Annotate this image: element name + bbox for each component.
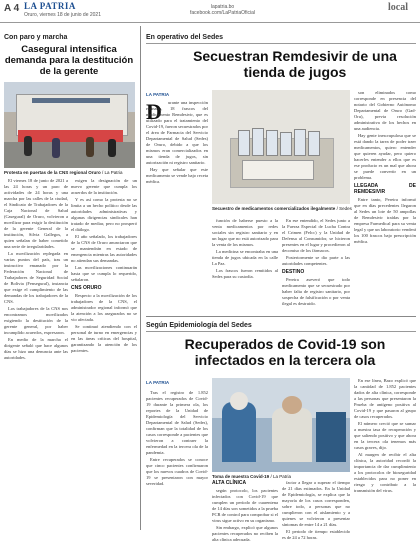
paragraph: El número creció que se sumar a nuestra tasa de recuperación y que saliendo positivo y que ahora en la tercera ola tenemos más casos graves, dijo. (354, 421, 416, 450)
top-column-4 (354, 90, 416, 313)
bottom-caption-rest: / La Patria (269, 474, 291, 479)
top-kicker: En operativo del Sedes (146, 34, 224, 41)
web-info (190, 4, 255, 16)
paragraph: función de haberse puesto a la venta medicamentos por redes sociales sin registro sanitario y en un lugar que no está autorizado para la venta de los mismos. (212, 218, 278, 247)
paragraph: Las movilizaciones continuarán hasta que se cumpla lo requerido, señalaron. (71, 265, 137, 282)
paragraph: factor a llegar a superar el tiempo de 21 días estimados. En la Unidad de Epidemiología, se explica que la mayoría de los casos corresponden, sobre todo, a personas que no cumplieron con el aislamiento y a quienes se volvieron a presentar síntomas de entre 14 a 21 días. (282, 480, 350, 527)
bottom-headline: Recuperados de Covid-19 son infectados en la tercera ola (184, 336, 386, 368)
top-photo-caption (212, 206, 352, 212)
top-caption-rest: / Sedes (335, 206, 352, 211)
paragraph: Tras el registro de 1.852 pacientes recuperados de Covid-19 durante la primera ola, los reportes de la Unidad de Epidemiología del Servicio Departamental de Salud (Sedes), confirman que la totalidad de los casos corresponde a pacientes que volvieron a contraer la enfermedad en la tercera ola de la pandemia. (146, 390, 208, 455)
bottom-column-2 (212, 480, 278, 542)
kicker-rule (146, 331, 416, 332)
facebook-url: facebook.com/LaPatriaOficial (190, 10, 256, 16)
paragraph: Se continuó atendiendo con el personal de turno en emergencias y en las áreas críticas del hospital, garantizando la atención de los pacientes. (71, 324, 137, 353)
left-caption-bold: Protesta en puertas de la CNS regional Oruro (4, 170, 101, 175)
web-url: lapatria.bo (210, 4, 235, 10)
alta-clinica-subheading: ALTA CLÍNICA (212, 480, 247, 486)
left-kicker: Con paro y marcha (4, 34, 68, 41)
top-column-1 (146, 100, 208, 310)
page-header (0, 0, 420, 23)
paragraph: Entre tanto, Pereira informó que en días precedentes llegaron al Sedes un lote de 50 ampollas de Remdesivir traídas por la empresa Farmedical para su venta legal y que un laboratorio venderá los 100 frascos bajo prescripción médica. (354, 197, 416, 244)
paragraph: El año señalado, los trabajadores de la CNS de Oruro anunciaron que se mantendrán en estado de emergencia mientras las autoridades no atiendan sus demandas. (71, 234, 137, 263)
paragraph: Pereira aseveró que todo medicamento que se secuestrado por haber falta de registro sanitario, por sospecha de falsificación o por venta ilegal es destruido. (282, 277, 350, 306)
remdesivir-subheading: LLEGADA DE REMDESIVIR (354, 183, 416, 195)
bottom-caption-bold: Toma de muestra Covid-19 (212, 474, 270, 479)
paragraph: Los frascos fueron remitidos al Sedes para su custodia. (212, 268, 278, 279)
story-divider (146, 316, 416, 317)
protest-photo (4, 82, 135, 168)
top-headline: Secuestran Remdesivir de una tienda de jugos (193, 48, 397, 80)
remdesivir-photo (212, 90, 350, 204)
bottom-byline: LA PATRIA (146, 380, 170, 385)
top-column-3 (282, 218, 350, 313)
cns-oruro-subheading: CNS ORURO (71, 285, 102, 291)
paragraph: Respecto a la movilización de los trabajadores de la CNS, el administrador regional informó que la atención a los asegurados no se vio afectada. (71, 293, 137, 322)
dateline: Oruro, viernes 18 de junio de 2021 (24, 12, 101, 18)
paragraph: Posteriormente se dio parte a las autoridades competentes. (282, 255, 350, 266)
paragraph: La medicina se encontraba en una tienda de jugos ubicada en la calle La Paz. (212, 249, 278, 266)
section-label: local (388, 2, 408, 13)
paragraph: Al margen de recibir el alta clínica, la autoridad recordó la importancia de dar cumplimiento a los protocolos de bioseguridad establecidos para no poner en riesgo y contribuir a la transmisión del virus. (354, 452, 416, 493)
bottom-kicker: Según Epidemiología del Sedes (146, 322, 252, 329)
paragraph: son eliminados como corresponde en presencia del notario del Gobierno Autónomo Departamental de Oruro (Gad-Oru), previa resolución administrativa de los hechos en una audiencia. (354, 90, 416, 131)
paragraph: Y es así como la protesta no se limita a un hecho político desde las autoridades administrativas y algunas dirigencias sindicales han tratado de mediar, pero no prosperó el diálogo. (71, 197, 137, 232)
paragraph: El viernes 18 de junio de 2021 a las 24 horas y un paro de actividades de 24 horas y una marcha por las calles de la ciudad, el Sindicato de Trabajadores de la Caja Nacional de Salud (Casegural) de Oruro, volvieron a movilizar para exigir la destitución de la gerente General de la institución, Silvia Gallegos, a quien señalan de haber cometido una serie de irregularidades. (4, 178, 68, 249)
destino-subheading: DESTINO (282, 269, 305, 275)
left-column-2 (71, 178, 137, 528)
covid-test-photo (212, 378, 350, 472)
masthead-logo: LA PATRIA (24, 1, 76, 11)
top-column-2 (212, 218, 278, 313)
paragraph: Sin embargo, explicó que algunos pacientes recuperados no reciben la alta clínica adecuada. (212, 525, 278, 542)
paragraph: Hay que señalar que este medicamento se vende bajo receta médica. (146, 167, 208, 184)
paragraph: Entre recuperados se conoce que cinco pacientes confirmaron que los nuevos cuadros de Covid-19 se presentaron con mayor severidad. (146, 457, 208, 486)
paragraph: En ese línea, Bazo explicó que la cantidad de 1.852 pacientes dados de alta clínica, corresponde a las personas que presentaron la Prueba de antígeno positiva al Covid-19 y que pasaron al grupo de casos recuperados. (354, 378, 416, 419)
paragraph: El periodo de tiempo establecido es de 24 a 72 horas. (282, 529, 350, 540)
paragraph: En ese entendido, el Sedes junto a la Fuerza Especial de Lucha Contra el Crimen (Felcc) y la Unidad de Defensa al Consumidor, se hicieron presentes en el lugar y procedieron al decomiso de los fármacos. (282, 218, 350, 253)
left-column-1 (4, 178, 68, 528)
paragraph: La movilización replegada en varias puntos del país, tras un instructivo emanado por la Federación Nacional de Trabajadores de Seguridad Social de Bolivia (Fensegural), instancia que exige el cumplimiento de las demandas de los trabajadores de la CNS. (4, 251, 68, 304)
paragraph: Los trabajadores de la CNS nos encontramos movilizados exigiendo la destitución de la gerente general, por haber incumplido acuerdos, expresaron. (4, 306, 68, 335)
top-byline: LA PATRIA (146, 92, 170, 97)
paragraph: En medio de la marcha el dirigente señaló que hace algunos días se hizo una denuncia ante las autoridades. (4, 337, 68, 360)
kicker-rule (146, 43, 416, 44)
paragraph: exigen la designación de un nuevo gerente que cumpla los acuerdos de la institución. (71, 178, 137, 195)
bottom-column-1 (146, 390, 208, 530)
page-number: A 4 (4, 3, 20, 14)
left-caption-rest: / La Patria (100, 170, 123, 175)
paragraph: Hay gente inescrupulosa que se está dando la tarea de poder traer medicamentos, quiero entender que quieren ayudar, pero quiero hacerles entender a ellos que es ese producto es un mal que ahora se puede convertir en un problema. (354, 133, 416, 180)
drop-cap: D (146, 99, 162, 124)
left-photo-caption (4, 170, 138, 175)
column-divider (140, 26, 141, 530)
bottom-column-3 (282, 480, 350, 540)
top-caption-bold: Secuestro de medicamentos comercializados ilegalmente (212, 206, 336, 211)
bottom-column-4 (354, 378, 416, 530)
paragraph: urante una inspección rutinaria, 18 frascos del medicamento Remdesivir, que es utilizado para el tratamiento del Covid-19, fueron secuestrados por el área de Farmacia del Servicio Departamental de Salud (Sedes) de Oruro, debido a que los mismos eran comercializados en una tienda de jugos, sin autorización ni registro sanitario. (146, 100, 208, 165)
left-headline: Casegural intensifica demanda para la destitución de la gerente (4, 44, 134, 77)
bottom-photo-caption (212, 474, 352, 479)
paragraph: según protocolo, los pacientes infectados con Covid-19 que cumplen un período de cuarentena de 14 días son sometidos a la prueba PCR de control para comprobar si el virus sigue activo en su organismo. (212, 488, 278, 523)
